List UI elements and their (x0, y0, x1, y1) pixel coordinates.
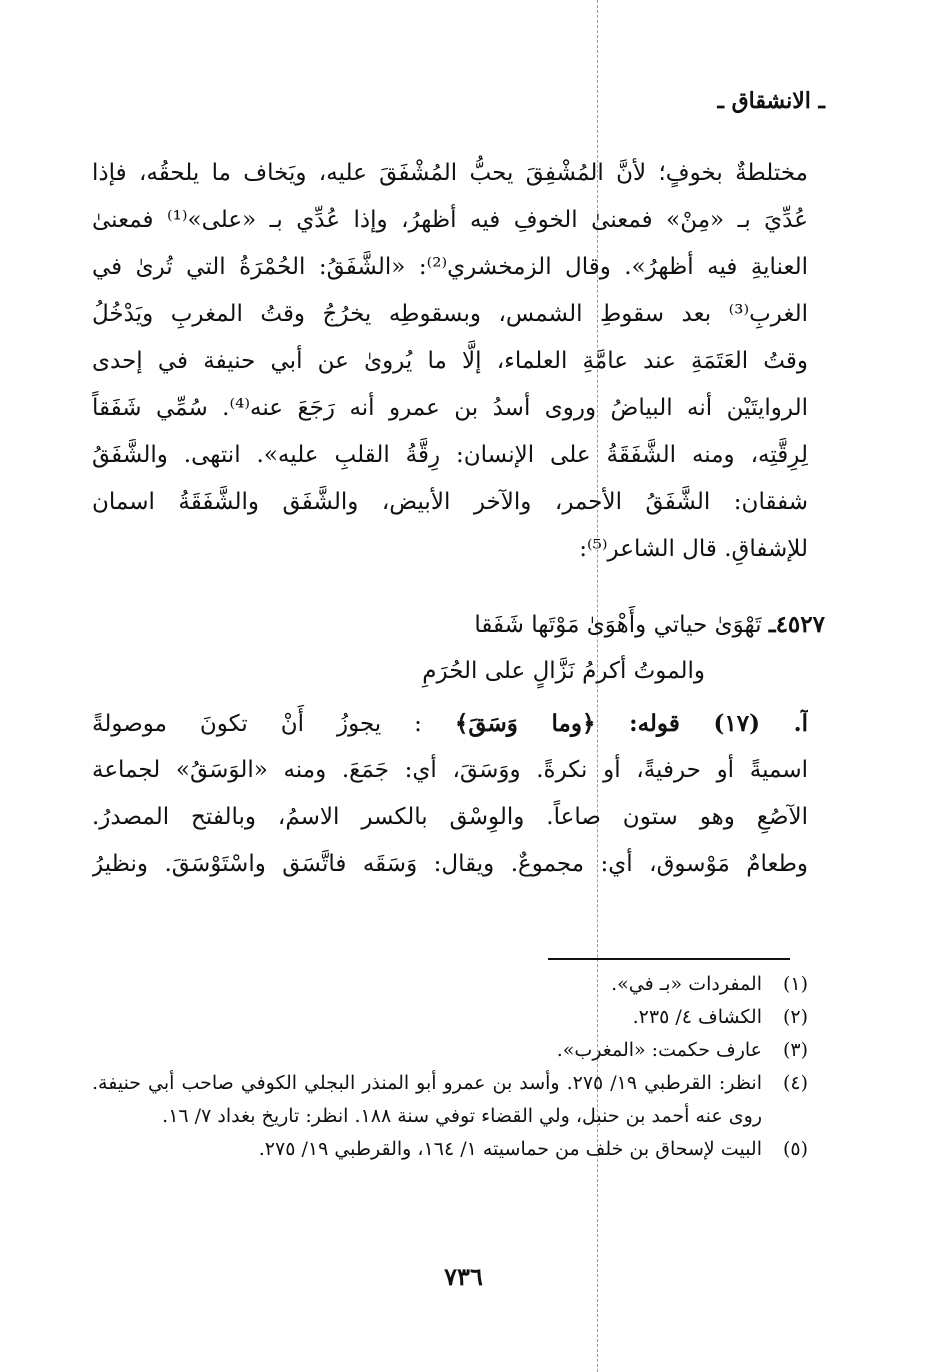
poem-hemistich-2: والموتُ أكرمُ نَزَّالٍ على الحُرَمِ (422, 658, 705, 684)
footnote-text: عارف حكمت: «المغرب». (556, 1039, 762, 1061)
body-line: لِرِقَّتِه، ومنه الشَّفَقَةُ على الإنسان: رِقَّةُ القلبِ عليه». انتهى. والشَّفَقُ (92, 442, 808, 468)
body-line: الغربِ⁽³⁾ بعد سقوطِ الشمس، وبسقوطِه يخرُجُ وقتُ المغربِ ويَدْخُلُ (92, 301, 808, 327)
footnote-number: (٥) (782, 1138, 808, 1160)
main-paragraph (92, 150, 808, 573)
footnote-number: (١) (782, 973, 808, 995)
body-line: شفقان: الشَّفَقُ الأحمر، والآخر الأبيض، والشَّفَق والشَّفَقَةُ اسمان (92, 489, 808, 515)
footnote (92, 1133, 808, 1166)
footnote-number: (٢) (782, 1006, 808, 1028)
footnote-number: (٤) (782, 1072, 808, 1094)
footnote (92, 1001, 808, 1034)
footnote-divider (548, 958, 790, 960)
body-line: للإشفاقِ. قال الشاعر⁽⁵⁾: (579, 536, 808, 562)
body-line: العنايةِ فيه أظهرُ». وقال الزمخشري⁽²⁾: «الشَّفَقُ: الحُمْرَةُ التي تُرىٰ في (92, 254, 808, 280)
section-line-text: : يجوزُ أَنْ تكونَ موصولةً (92, 711, 422, 737)
body-line: وقتُ العَتَمَةِ عند عامَّةِ العلماء، إلَّا ما يُروىٰ عن أبي حنيفة في إحدى (92, 348, 808, 374)
section-line (92, 700, 808, 747)
verse-number: ٤٥٢٧ـ (768, 611, 825, 638)
section-line: الآصُعِ وهو ستون صاعاً. والوِسْق بالكسر الاسمُ، وبالفتح المصدرُ. (92, 804, 808, 830)
poem-verse (109, 602, 825, 694)
footnote (92, 1034, 808, 1067)
footnote-number: (٣) (782, 1039, 808, 1061)
running-title: ـ الانشقاق ـ (717, 88, 825, 114)
page-number: ٧٣٦ (444, 1262, 483, 1291)
body-line: الروايتَيْن أنه البياضُ وروى أسدُ بن عمرو أنه رَجَعَ عنه⁽⁴⁾. سُمِّي شَفَقاً (92, 395, 808, 421)
section-line: اسميةً أو حرفيةً، أو نكرةً. ووَسَقَ، أي: جَمَعَ. ومنه «الوَسَقُ» لجماعة (92, 757, 808, 783)
section-paragraph (92, 700, 808, 888)
footnote (92, 968, 808, 1001)
body-line: مختلطةٌ بخوفٍ؛ لأنَّ المُشْفِقَ يحبُّ المُشْفَقَ عليه، ويَخاف ما يلحقُه، فإذا (92, 160, 808, 186)
poem-line-second (109, 648, 825, 694)
footnotes (92, 968, 808, 1166)
footnote-text: المفردات «بـ في». (611, 973, 762, 995)
section-lead: آ. (١٧) قوله: ﴿وما وَسَقَ﴾ (454, 710, 808, 737)
section-line: وطعامٌ مَوْسوق، أي: مجموعٌ. ويقال: وَسَقَه فاتَّسَق واسْتَوْسَقَ. ونظيرُ (92, 851, 808, 877)
poem-line-first (109, 602, 825, 648)
footnote-text: البيت لإسحاق بن خلف من حماسيته ١/ ١٦٤، والقرطبي ١٩/ ٢٧٥. (258, 1138, 762, 1160)
poem-hemistich-1: تَهْوَىٰ حياتي وأَهْوَىٰ مَوْتَها شَفَقا (474, 612, 762, 638)
footnote (92, 1067, 808, 1133)
footnote-text: انظر: القرطبي ١٩/ ٢٧٥. وأسد بن عمرو أبو المنذر البجلي الكوفي صاحب أبي حنيفة. روى عنه أحمد بن حنبل، ولي القضاء توفي سنة ١٨٨. انظر: تاريخ بغداد ٧/ ١٦. (92, 1072, 762, 1127)
footnote-text: الكشاف ٤/ ٢٣٥. (632, 1006, 762, 1028)
body-line: عُدِّيَ بـ «مِنْ» فمعنىٰ الخوفِ فيه أظهرُ، وإذا عُدِّي بـ «على»⁽¹⁾ فمعنىٰ (92, 207, 808, 233)
